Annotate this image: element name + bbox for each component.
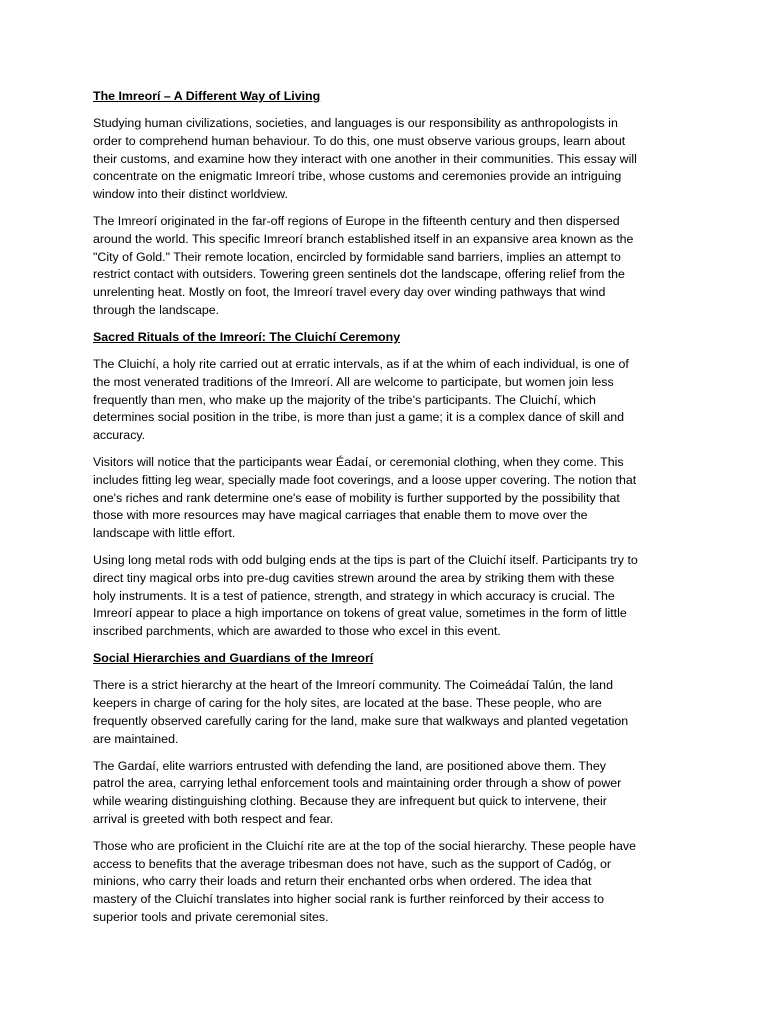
section-heading: Social Hierarchies and Guardians of the Imreorí [93,651,374,666]
text-line: their customs, and examine how they interact with one another in their communities. This essay will [93,151,637,166]
section [93,329,678,641]
text-line: access to benefits that the average tribesman does not have, such as the support of Cadóg, or [93,856,611,871]
text-line: "City of Gold." Their remote location, encircled by formidable sand barriers, implies an attempt to [93,249,621,264]
text-line: minions, who carry their loads and return their enchanted orbs when ordered. The idea that [93,874,592,889]
paragraph [93,213,678,319]
text-line: landscape with little effort. [93,525,236,540]
text-line: The Imreorí originated in the far-off regions of Europe in the fifteenth century and then dispersed [93,214,620,229]
text-line: window into their distinct worldview. [93,187,288,202]
text-line: mastery of the Cluichí translates into higher social rank is further reinforced by their access to [93,892,604,907]
text-line: Imreorí appear to place a high importance on tokens of great value, sometimes in the form of little [93,606,627,621]
text-line: Using long metal rods with odd bulging ends at the tips is part of the Cluichí itself. Participants try to [93,553,638,568]
text-line: Those who are proficient in the Cluichí rite are at the top of the social hierarchy. These people have [93,839,636,854]
paragraph [93,454,678,543]
text-line: superior tools and private ceremonial sites. [93,909,329,924]
section [93,88,678,319]
document-page [93,88,678,936]
text-line: The Gardaí, elite warriors entrusted with defending the land, are positioned above them. They [93,758,606,773]
text-line: concentrate on the enigmatic Imreorí tribe, whose customs and ceremonies provide an intriguing [93,169,622,184]
text-line: The Cluichí, a holy rite carried out at erratic intervals, as if at the whim of each individual, is one of [93,357,629,372]
text-line: those with more resources may have magical carriages that enable them to move over the [93,508,588,523]
text-line: frequently than men, who make up the majority of the tribe's participants. The Cluichí, which [93,392,596,407]
text-line: around the world. This specific Imreorí branch established itself in an expansive area known as the [93,231,634,246]
text-line: are maintained. [93,731,179,746]
paragraph [93,758,678,829]
paragraph [93,552,678,641]
paragraph [93,115,678,204]
text-line: Studying human civilizations, societies, and languages is our responsibility as anthropologists in [93,116,618,131]
section-heading: Sacred Rituals of the Imreorí: The Cluichí Ceremony [93,329,401,344]
text-line: order to comprehend human behaviour. To do this, one must observe various groups, learn about [93,133,626,148]
text-line: while wearing distinguishing clothing. Because they are infrequent but quick to intervene, their [93,794,607,809]
document-title: The Imreorí – A Different Way of Living [93,89,321,103]
text-line: the most venerated traditions of the Imreorí. All are welcome to participate, but women join less [93,374,614,389]
paragraph [93,356,678,445]
text-line: one's riches and rank determine one's ease of mobility is further supported by the possibility that [93,490,620,505]
text-line: patrol the area, carrying lethal enforcement tools and maintaining order through a show of power [93,776,622,791]
paragraph [93,838,678,927]
text-line: unrelenting heat. Mostly on foot, the Imreorí travel every day over winding pathways that wind [93,285,606,300]
paragraph [93,677,678,748]
text-line: There is a strict hierarchy at the heart of the Imreorí community. The Coimeádaí Talún, the land [93,678,613,693]
text-line: accuracy. [93,427,146,442]
text-line: through the landscape. [93,302,220,317]
text-line: frequently observed carefully caring for the land, make sure that walkways and planted vegetation [93,713,629,728]
text-line: direct tiny magical orbs into pre-dug cavities strewn around the area by striking them with these [93,570,615,585]
text-line: includes fitting leg wear, specially made foot coverings, and a loose upper covering. The notion that [93,472,637,487]
text-line: arrival is greeted with both respect and fear. [93,811,334,826]
text-line: keepers in charge of caring for the holy sites, are located at the base. These people, who are [93,696,602,711]
text-line: restrict contact with outsiders. Towering green sentinels dot the landscape, offering relief from the [93,267,625,282]
text-line: inscribed parchments, which are awarded to those who excel in this event. [93,623,501,638]
section [93,650,678,926]
text-line: Visitors will notice that the participants wear Éadaí, or ceremonial clothing, when they come. This [93,455,624,470]
text-line: determines social position in the tribe, is more than just a game; it is a complex dance of skill and [93,410,624,425]
text-line: holy instruments. It is a test of patience, strength, and strategy in which accuracy is crucial. The [93,588,615,603]
